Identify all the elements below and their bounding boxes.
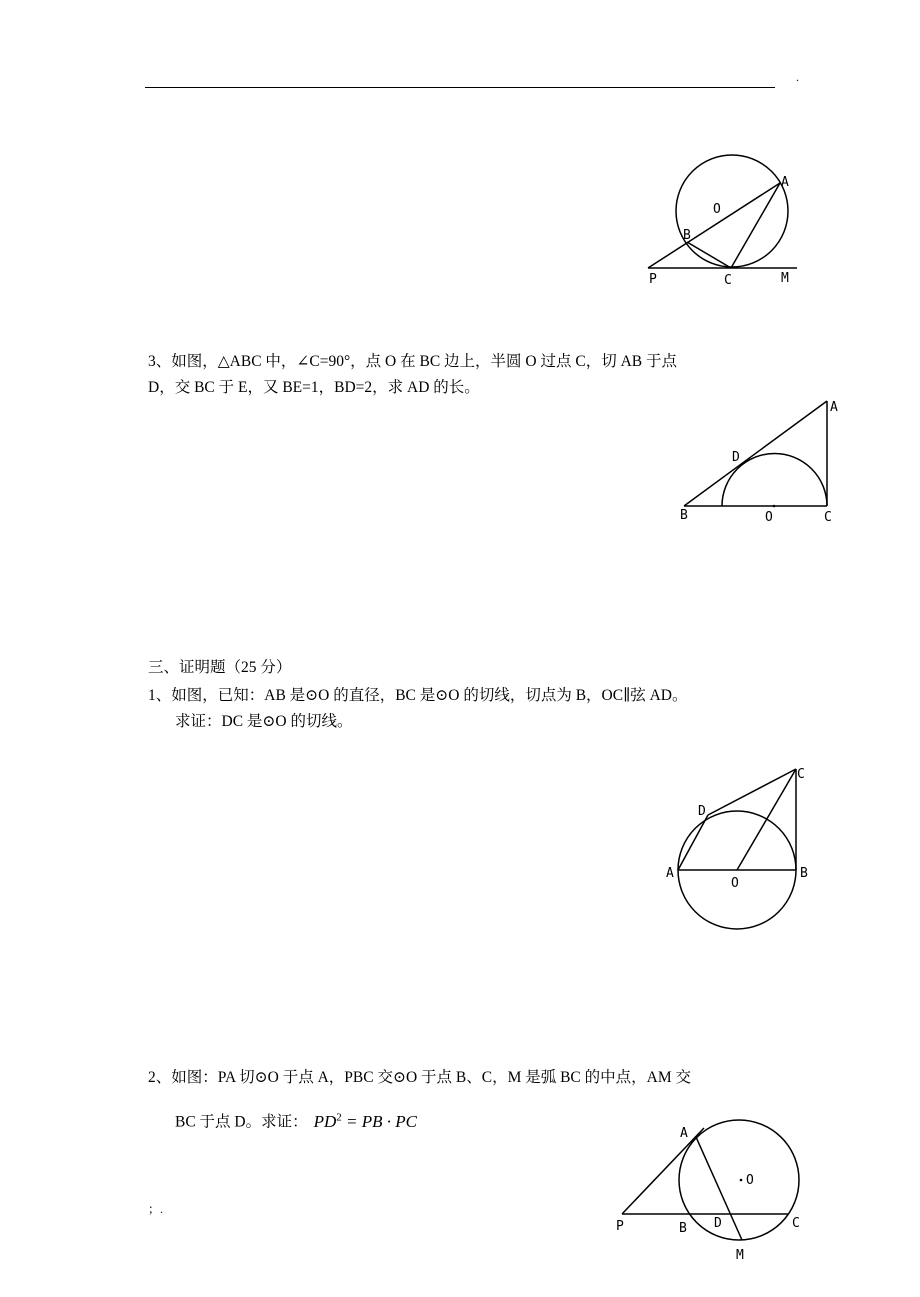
label-c: C xyxy=(792,1216,800,1231)
label-d: D xyxy=(714,1216,722,1231)
line-pa xyxy=(648,183,780,268)
line-ac xyxy=(731,183,780,268)
figure-3-diameter-tangent xyxy=(660,755,850,940)
label-c: C xyxy=(724,273,732,288)
label-c: C xyxy=(797,767,805,782)
label-m: M xyxy=(736,1248,744,1263)
label-c: C xyxy=(824,510,832,525)
label-a: A xyxy=(680,1126,688,1141)
label-m: M xyxy=(781,271,789,286)
label-o: O xyxy=(713,202,721,217)
label-b: B xyxy=(680,508,688,523)
label-a: A xyxy=(666,866,674,881)
proof-2-line-2 xyxy=(175,1106,417,1134)
proof-1-line-2: 求证：DC 是⊙O 的切线。 xyxy=(175,713,353,730)
center-o xyxy=(740,1179,743,1182)
label-b: B xyxy=(800,866,808,881)
label-d: D xyxy=(732,450,740,465)
label-o: O xyxy=(731,876,739,891)
circle-o xyxy=(676,155,788,267)
proof-2-line-1: 2、如图：PA 切⊙O 于点 A，PBC 交⊙O 于点 B、C，M 是弧 BC 的中点，AM 交 xyxy=(148,1069,692,1086)
figure-2-triangle-semicircle xyxy=(670,395,850,530)
proof-2-prompt: BC 于点 D。求证： xyxy=(175,1113,308,1131)
line-ab xyxy=(684,401,827,506)
label-o: O xyxy=(746,1173,754,1188)
figure-1-circle-tangent-secant xyxy=(640,150,810,290)
label-p: P xyxy=(616,1219,624,1234)
formula-rhs: = PB · PC xyxy=(341,1111,418,1131)
line-pa xyxy=(622,1128,704,1214)
formula xyxy=(314,1112,417,1131)
label-p: P xyxy=(649,272,657,287)
label-d: D xyxy=(698,804,706,819)
line-bc xyxy=(687,242,731,268)
problem-3-line-2: D，交 BC 于 E，又 BE=1，BD=2，求 AD 的长。 xyxy=(148,379,480,396)
footer-mark: ；. xyxy=(148,1202,164,1216)
label-b: B xyxy=(683,228,691,243)
label-b: B xyxy=(679,1221,687,1236)
figure-4-tangent-secant-chord xyxy=(610,1120,810,1270)
section-title: 三、证明题（25 分） xyxy=(148,659,292,676)
header-rule xyxy=(145,87,775,88)
proof-1-line-1: 1、如图，已知：AB 是⊙O 的直径，BC 是⊙O 的切线，切点为 B，OC∥弦 AD。 xyxy=(148,687,688,704)
label-a: A xyxy=(781,175,789,190)
label-o: O xyxy=(765,510,773,525)
formula-lhs: PD xyxy=(313,1111,337,1131)
header-mark: . xyxy=(796,70,799,84)
line-ad xyxy=(678,815,708,870)
label-a: A xyxy=(830,400,838,415)
formula-exponent: 2 xyxy=(336,1111,342,1123)
problem-3-line-1: 3、如图，△ABC 中，∠C=90°，点 O 在 BC 边上，半圆 O 过点 C，切 AB 于点 xyxy=(148,353,677,370)
center-o xyxy=(773,505,776,508)
